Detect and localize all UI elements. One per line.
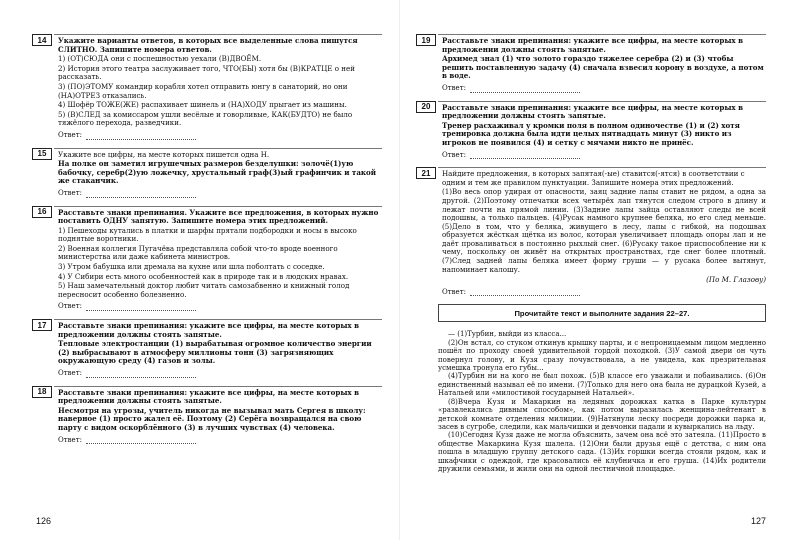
answer-line[interactable] (86, 133, 196, 140)
answer-line[interactable] (86, 191, 196, 198)
task-instruction: Расставьте знаки препинания: укажите все цифры, на месте которых в предложении должны стоять запятые. (58, 321, 360, 339)
task-instruction: Расставьте знаки препинания: укажите все цифры, на месте которых в предложении должны стоять запятые. (58, 387, 360, 406)
answer-label: Ответ: (58, 302, 82, 311)
task-number: 21 (416, 167, 436, 179)
task-sentence: Тепловые электростанции (1) вырабатывая огромное количество энергии (2) выбрасывают в атмосферу миллионы тонн (3) загрязняющих окружающую среду (4) газов и золы. (58, 339, 372, 366)
story-paragraph: (4)Турбин ни на кого не был похож. (5)В классе его уважали и побаивались. (6)Он единственный называл её по имени. (7)Только для него она была не дурацкой Кузей, а Натальей или «милостивой государыней Натальей». (438, 372, 766, 398)
task-17 (36, 319, 382, 378)
answer-row (442, 288, 766, 297)
task-instruction: Расставьте знаки препинания. Укажите все предложения, в которых нужно поставить ОДНУ запятую. Запишите номера этих предложений. (58, 207, 379, 226)
task-number: 14 (32, 34, 52, 46)
right-page (400, 0, 800, 540)
answer-line[interactable] (86, 371, 196, 378)
option: 2) Военная коллегия Пугачёва представляла собой что-то вроде военного министерства или даже кабинета министров. (58, 243, 338, 262)
option: 3) Утром бабушка или дремала на кухне или шла поболтать с соседке. (58, 262, 325, 272)
task-instruction: Найдите предложения, в которых запятая(-ые) ставится(-ятся) в соответствии с одним и тем же правилом пунктуации. Запишите номера этих предложений. (442, 169, 745, 187)
answer-line[interactable] (86, 304, 196, 311)
task-rule (438, 101, 766, 102)
story-paragraph: — (1)Турбин, выйди из класса... (448, 330, 567, 339)
reading-banner: Прочитайте текст и выполните задания 22–27. (438, 304, 766, 322)
task-rule (54, 386, 382, 387)
task-passage: (1)Во весь опор удирая от опасности, заяц задние лапы ставит не рядом, а одна за другой. (2)Поэтому отпечатки всех четырёх лап тянутся следом строго в длину и лежат почти на прямой линии. (3)Задние лапы зайца оставляют следы не всей подошвы, а только пальцев. (4)Русак намного крупнее беляка, но его след меньше. (5)Дело в том, что у беляка, живущего в лесу, лапы с гибкой, на подошвах образуется жёсткая щётка из волос, которая увеличивает площадь опоры лап и не даёт проваливаться в постоянно рыхлый снег. (6)Русаку такое приспособление ни к чему, поскольку он живёт на открытых пространствах, где снег более плотный. (7)След задней лапы беляка имеет форму груши — у русака более вытянут, напоминает калошу. (442, 187, 766, 274)
task-instruction: Укажите варианты ответов, в которых все выделенные слова пишутся СЛИТНО. Запишите номера ответов. (58, 36, 358, 54)
story-paragraph: (8)Вчера Кузя и Макаркин на ледяных дорожках катка в Парке культуры «развлекались дивным способом», как потом выразилась женщина-лейтенант в детской комнате отделения милиции. (9)Натянули леску посреди дорожки парка и, засев в сугробе, следили, как мальчишки и девчонки падали и кувыркались на льду. (438, 397, 766, 431)
task-number: 19 (416, 34, 436, 46)
story-paragraph: (10)Сегодня Кузя даже не могла объяснить, зачем она всё это затеяла. (11)Просто в обществе Макаркина Кузя шалела. (12)Они были друзья ещё с детства, с ним она пошла в младшую группу детского сада. (13)Их горшки всегда стояли рядом, как и шкафчики с одеждой, где красовались её клубничка и его груша. (14)Их родители дружили семьями, и жили они на одной лестничной площадке. (438, 431, 766, 473)
answer-line[interactable] (470, 152, 580, 159)
task-number: 18 (32, 386, 52, 398)
option: 5) Наш замечательный доктор любит читать самозабвенно и книжный голод пересносит особенно болезненно. (58, 281, 350, 299)
task-instruction: Расставьте знаки препинания: укажите все цифры, на месте которых в предложении должны стоять запятые. (442, 36, 744, 54)
answer-line[interactable] (470, 86, 580, 93)
task-rule (54, 319, 382, 320)
task-16 (36, 206, 382, 312)
option: 4) У Сибири есть много особенностей как в природе так и в людских нравах. (58, 271, 349, 281)
task-21 (420, 167, 766, 296)
task-rule (438, 167, 766, 168)
answer-row (442, 151, 766, 160)
option: 1) Пешеходы кутались в платки и шарфы прятали подбородки и носы в высоко поднятые воротники. (58, 225, 357, 244)
task-instruction: Укажите все цифры, на месте которых пишется одна Н. (58, 149, 270, 159)
task-rule (54, 148, 382, 149)
option: 1) (ОТ)СЮДА они с поспешностью уехали (В)ДВОЁМ. (58, 54, 262, 64)
option: 5) (В)СЛЕД за комиссаром ушли весёлые и говорливые, КАК(БУДТО) не было тяжёлого перехода, разведчики. (58, 109, 353, 128)
answer-label: Ответ: (442, 150, 466, 159)
option: 3) (ПО)ЭТОМУ командир корабля хотел отправить юнгу в санаторий, но они (НА)ОТРЕЗ отказались. (58, 81, 348, 100)
passage-author: (По М. Глазову) (706, 275, 766, 285)
task-number: 15 (32, 148, 52, 160)
task-sentence: Тренер расхаживал у кромки поля в полном одиночестве (1) и (2) хотя тренировка должна была идти целых пятнадцать минут (3) никто из игроков не появился (4) и сетку с мячами никто не принёс. (442, 120, 740, 147)
answer-row (58, 189, 382, 198)
answer-row (58, 436, 382, 445)
task-18 (36, 386, 382, 445)
task-sentence: Несмотря на угрозы, учитель никогда не вызывал мать Сергея в школу: наверное (1) просто жалел её. Поэтому (2) Серёга возвращался на свою парту с видом оскорблённого (3) в лучших чувствах (4) человека. (58, 405, 366, 432)
task-number: 16 (32, 206, 52, 218)
answer-row (58, 302, 382, 311)
answer-line[interactable] (86, 437, 196, 444)
answer-label: Ответ: (58, 435, 82, 444)
answer-row (58, 131, 382, 140)
task-rule (438, 34, 766, 35)
task-19 (420, 34, 766, 93)
story-paragraph: (2)Он встал, со стуком откинув крышку парты, и с непроницаемым лицом медленно пошёл по проходу своей удивительной гордой походкой. (3)У самой двери он чуть повернул голову, и Кузя сразу почувствовала, а не увидела, как презрительная усмешка тронула его губы... (438, 338, 766, 373)
answer-row (58, 369, 382, 378)
option: 2) История этого театра заслуживает того, ЧТО(БЫ) хотя бы (В)КРАТЦЕ о ней рассказать. (58, 63, 355, 82)
task-number: 20 (416, 101, 436, 113)
page-number: 127 (750, 516, 766, 526)
task-sentence: На полке он заметил игрушечных размеров безделушки: золочё(1)ую бабочку, серебр(2)ую ложечку, хрустальный граф(3)ый графинчик и такой же стаканчик. (58, 159, 377, 186)
page-number: 126 (36, 516, 52, 526)
answer-label: Ответ: (442, 287, 466, 296)
task-number: 17 (32, 319, 52, 331)
task-instruction: Расставьте знаки препинания: укажите все цифры, на месте которых в предложении должны стоять запятые. (442, 102, 744, 121)
answer-label: Ответ: (58, 188, 82, 197)
task-14 (36, 34, 382, 140)
task-sentence: Архимед знал (1) что золото гораздо тяжелее серебра (2) и (3) чтобы решить поставленную задачу (4) сначала взвесил корону в воздухе, а потом в воде. (442, 54, 764, 81)
answer-label: Ответ: (58, 130, 82, 139)
task-15 (36, 148, 382, 198)
answer-label: Ответ: (58, 369, 82, 377)
task-20 (420, 101, 766, 160)
answer-line[interactable] (470, 289, 580, 296)
answer-row (442, 84, 766, 93)
answer-label: Ответ: (442, 83, 466, 92)
task-rule (54, 34, 382, 35)
task-rule (54, 206, 382, 207)
option: 4) Шофёр ТОЖЕ(ЖЕ) распахивает шинель и (НА)ХОДУ прыгает из машины. (58, 100, 347, 110)
story-text (438, 330, 766, 473)
